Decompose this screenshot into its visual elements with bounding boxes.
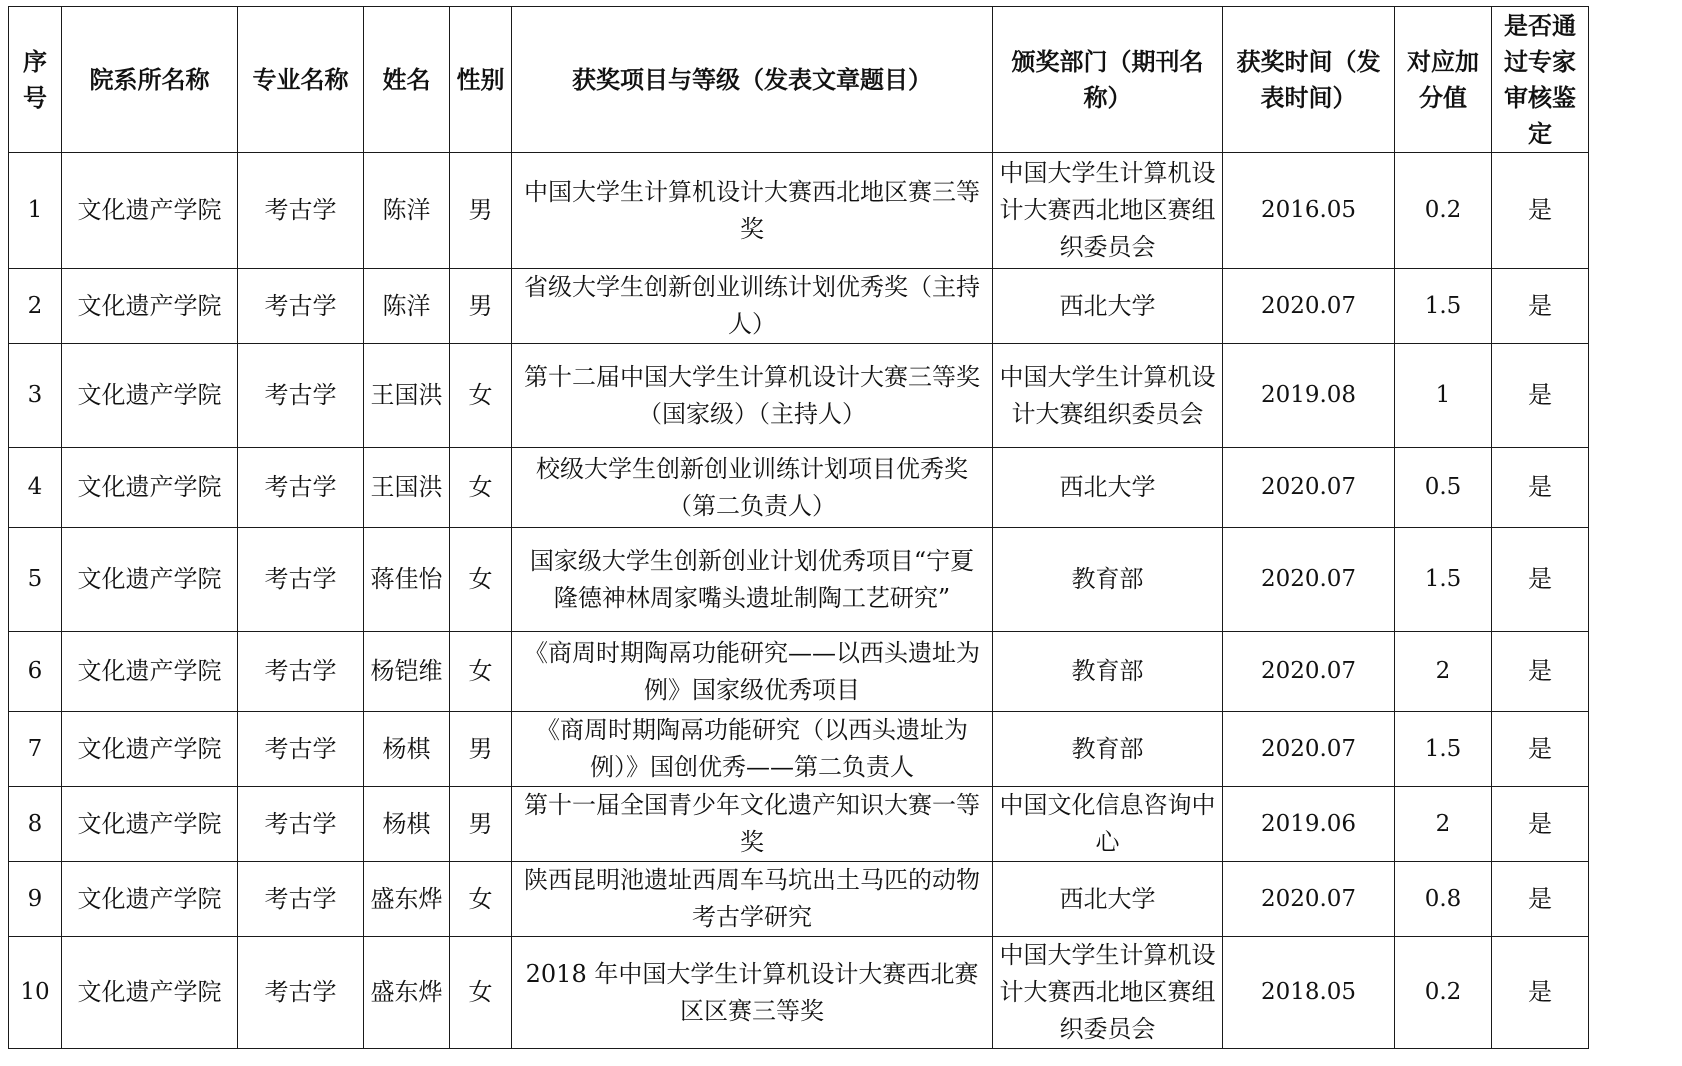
cell-time: 2016.05: [1223, 153, 1395, 269]
cell-points: 0.2: [1395, 937, 1492, 1049]
cell-college: 文化遗产学院: [62, 528, 238, 632]
cell-college: 文化遗产学院: [62, 712, 238, 787]
cell-name: 盛东烨: [364, 937, 450, 1049]
cell-issuer: 西北大学: [993, 448, 1223, 528]
cell-award: 第十二届中国大学生计算机设计大赛三等奖（国家级）（主持人）: [512, 344, 993, 448]
cell-gender: 男: [450, 787, 512, 862]
header-name: 姓名: [364, 7, 450, 153]
cell-major: 考古学: [238, 787, 364, 862]
cell-issuer: 中国大学生计算机设计大赛西北地区赛组织委员会: [993, 937, 1223, 1049]
cell-points: 0.2: [1395, 153, 1492, 269]
cell-major: 考古学: [238, 269, 364, 344]
cell-name: 陈洋: [364, 153, 450, 269]
cell-seq: 3: [9, 344, 62, 448]
cell-time: 2020.07: [1223, 448, 1395, 528]
cell-college: 文化遗产学院: [62, 269, 238, 344]
cell-time: 2020.07: [1223, 712, 1395, 787]
cell-college: 文化遗产学院: [62, 153, 238, 269]
cell-seq: 10: [9, 937, 62, 1049]
cell-award: 省级大学生创新创业训练计划优秀奖（主持人）: [512, 269, 993, 344]
header-time: 获奖时间（发表时间）: [1223, 7, 1395, 153]
cell-award: 《商周时期陶鬲功能研究——以西头遗址为例》国家级优秀项目: [512, 632, 993, 712]
table-row: [9, 712, 1589, 787]
header-seq: 序号: [9, 7, 62, 153]
table-row: [9, 344, 1589, 448]
header-issuer: 颁奖部门（期刊名称）: [993, 7, 1223, 153]
cell-award: 陕西昆明池遗址西周车马坑出土马匹的动物考古学研究: [512, 862, 993, 937]
cell-award: 国家级大学生创新创业计划优秀项目“宁夏隆德神林周家嘴头遗址制陶工艺研究”: [512, 528, 993, 632]
cell-verified: 是: [1492, 937, 1589, 1049]
cell-name: 杨棋: [364, 712, 450, 787]
table-row: [9, 937, 1589, 1049]
cell-verified: 是: [1492, 712, 1589, 787]
cell-award: 2018 年中国大学生计算机设计大赛西北赛区区赛三等奖: [512, 937, 993, 1049]
cell-verified: 是: [1492, 344, 1589, 448]
cell-major: 考古学: [238, 712, 364, 787]
cell-college: 文化遗产学院: [62, 937, 238, 1049]
cell-seq: 5: [9, 528, 62, 632]
table-row: [9, 632, 1589, 712]
cell-verified: 是: [1492, 862, 1589, 937]
cell-college: 文化遗产学院: [62, 632, 238, 712]
cell-gender: 男: [450, 269, 512, 344]
cell-verified: 是: [1492, 448, 1589, 528]
cell-time: 2020.07: [1223, 632, 1395, 712]
header-college: 院系所名称: [62, 7, 238, 153]
cell-gender: 女: [450, 344, 512, 448]
cell-time: 2019.06: [1223, 787, 1395, 862]
cell-seq: 6: [9, 632, 62, 712]
cell-issuer: 西北大学: [993, 862, 1223, 937]
cell-gender: 女: [450, 937, 512, 1049]
cell-college: 文化遗产学院: [62, 448, 238, 528]
cell-name: 陈洋: [364, 269, 450, 344]
cell-points: 0.5: [1395, 448, 1492, 528]
cell-name: 王国洪: [364, 344, 450, 448]
table-row: [9, 862, 1589, 937]
cell-time: 2020.07: [1223, 269, 1395, 344]
table-row: [9, 448, 1589, 528]
cell-verified: 是: [1492, 632, 1589, 712]
cell-college: 文化遗产学院: [62, 862, 238, 937]
cell-verified: 是: [1492, 528, 1589, 632]
cell-name: 杨铠维: [364, 632, 450, 712]
cell-points: 1.5: [1395, 269, 1492, 344]
cell-major: 考古学: [238, 937, 364, 1049]
cell-college: 文化遗产学院: [62, 344, 238, 448]
cell-time: 2018.05: [1223, 937, 1395, 1049]
cell-award: 第十一届全国青少年文化遗产知识大赛一等奖: [512, 787, 993, 862]
cell-major: 考古学: [238, 632, 364, 712]
cell-points: 2: [1395, 787, 1492, 862]
header-verified: 是否通过专家审核鉴定: [1492, 7, 1589, 153]
cell-seq: 4: [9, 448, 62, 528]
cell-points: 2: [1395, 632, 1492, 712]
cell-points: 0.8: [1395, 862, 1492, 937]
cell-award: 校级大学生创新创业训练计划项目优秀奖（第二负责人）: [512, 448, 993, 528]
award-table: [8, 6, 1589, 1049]
cell-issuer: 教育部: [993, 712, 1223, 787]
cell-major: 考古学: [238, 153, 364, 269]
header-major: 专业名称: [238, 7, 364, 153]
table-row: [9, 787, 1589, 862]
cell-gender: 女: [450, 632, 512, 712]
cell-name: 蒋佳怡: [364, 528, 450, 632]
cell-points: 1: [1395, 344, 1492, 448]
cell-gender: 男: [450, 712, 512, 787]
header-points: 对应加分值: [1395, 7, 1492, 153]
cell-verified: 是: [1492, 787, 1589, 862]
cell-points: 1.5: [1395, 712, 1492, 787]
cell-name: 杨棋: [364, 787, 450, 862]
cell-name: 王国洪: [364, 448, 450, 528]
cell-issuer: 西北大学: [993, 269, 1223, 344]
cell-issuer: 教育部: [993, 528, 1223, 632]
table-row: [9, 269, 1589, 344]
cell-college: 文化遗产学院: [62, 787, 238, 862]
cell-seq: 7: [9, 712, 62, 787]
cell-gender: 女: [450, 862, 512, 937]
header-award: 获奖项目与等级（发表文章题目）: [512, 7, 993, 153]
cell-award: 《商周时期陶鬲功能研究（以西头遗址为例）》国创优秀——第二负责人: [512, 712, 993, 787]
cell-major: 考古学: [238, 528, 364, 632]
table-row: [9, 528, 1589, 632]
header-gender: 性别: [450, 7, 512, 153]
cell-time: 2020.07: [1223, 528, 1395, 632]
cell-major: 考古学: [238, 862, 364, 937]
cell-time: 2019.08: [1223, 344, 1395, 448]
cell-gender: 女: [450, 528, 512, 632]
cell-seq: 2: [9, 269, 62, 344]
cell-seq: 1: [9, 153, 62, 269]
cell-verified: 是: [1492, 153, 1589, 269]
cell-award: 中国大学生计算机设计大赛西北地区赛三等奖: [512, 153, 993, 269]
cell-seq: 9: [9, 862, 62, 937]
cell-gender: 女: [450, 448, 512, 528]
cell-issuer: 中国文化信息咨询中心: [993, 787, 1223, 862]
cell-issuer: 中国大学生计算机设计大赛组织委员会: [993, 344, 1223, 448]
cell-time: 2020.07: [1223, 862, 1395, 937]
cell-major: 考古学: [238, 344, 364, 448]
cell-issuer: 教育部: [993, 632, 1223, 712]
cell-points: 1.5: [1395, 528, 1492, 632]
header-row: [9, 7, 1589, 153]
cell-name: 盛东烨: [364, 862, 450, 937]
cell-seq: 8: [9, 787, 62, 862]
table-row: [9, 153, 1589, 269]
cell-gender: 男: [450, 153, 512, 269]
cell-issuer: 中国大学生计算机设计大赛西北地区赛组织委员会: [993, 153, 1223, 269]
cell-major: 考古学: [238, 448, 364, 528]
cell-verified: 是: [1492, 269, 1589, 344]
